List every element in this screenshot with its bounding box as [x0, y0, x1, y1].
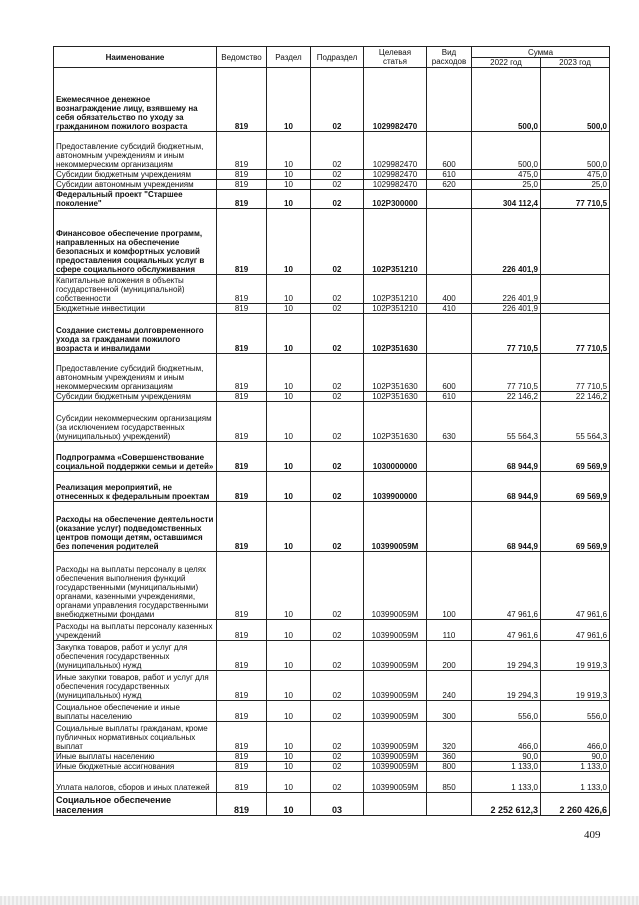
- table-row: [54, 68, 610, 132]
- cell-department: 819: [217, 671, 267, 701]
- cell-department: 819: [217, 442, 267, 472]
- cell-sum-2022: 90,0: [472, 752, 541, 762]
- cell-sum-2022: 47 961,6: [472, 552, 541, 620]
- cell-sum-2023: 69 569,9: [541, 472, 610, 502]
- cell-sum-2022: 1 133,0: [472, 762, 541, 772]
- table-row: [54, 304, 610, 314]
- table-row: [54, 722, 610, 752]
- cell-section: 10: [267, 472, 311, 502]
- cell-subsection: 02: [311, 752, 364, 762]
- cell-sum-2022: 19 294,3: [472, 671, 541, 701]
- table-row: [54, 392, 610, 402]
- cell-target-article: 102P300000: [364, 190, 427, 209]
- cell-subsection: 02: [311, 641, 364, 671]
- cell-name: Расходы на выплаты персоналу казенных учреждений: [54, 620, 217, 641]
- cell-department: 819: [217, 752, 267, 762]
- cell-expense-type: 850: [427, 772, 472, 793]
- cell-subsection: 02: [311, 132, 364, 170]
- cell-expense-type: [427, 502, 472, 552]
- table-row: [54, 314, 610, 354]
- cell-sum-2022: 68 944,9: [472, 472, 541, 502]
- cell-department: 819: [217, 552, 267, 620]
- cell-department: 819: [217, 502, 267, 552]
- cell-section: 10: [267, 442, 311, 472]
- cell-sum-2023: [541, 275, 610, 304]
- cell-subsection: 02: [311, 180, 364, 190]
- cell-expense-type: 600: [427, 354, 472, 392]
- cell-section: 10: [267, 354, 311, 392]
- cell-target-article: 103990059М: [364, 552, 427, 620]
- cell-expense-type: 320: [427, 722, 472, 752]
- cell-department: 819: [217, 620, 267, 641]
- cell-section: 10: [267, 671, 311, 701]
- cell-section: 10: [267, 762, 311, 772]
- cell-sum-2023: 500,0: [541, 68, 610, 132]
- table-row: [54, 442, 610, 472]
- cell-section: 10: [267, 132, 311, 170]
- cell-name: Предоставление субсидий бюджетным, автономным учреждениям и иным некоммерческим организациям: [54, 354, 217, 392]
- cell-target-article: 102P351630: [364, 314, 427, 354]
- cell-sum-2022: 68 944,9: [472, 442, 541, 472]
- cell-expense-type: [427, 190, 472, 209]
- cell-target-article: 103990059М: [364, 641, 427, 671]
- cell-subsection: 02: [311, 722, 364, 752]
- cell-target-article: 1029982470: [364, 170, 427, 180]
- cell-expense-type: [427, 68, 472, 132]
- cell-section: 10: [267, 180, 311, 190]
- cell-subsection: 02: [311, 402, 364, 442]
- cell-sum-2023: [541, 304, 610, 314]
- table-row: [54, 620, 610, 641]
- cell-name: Подпрограмма «Совершенствование социальной поддержки семьи и детей»: [54, 442, 217, 472]
- cell-sum-2023: [541, 209, 610, 275]
- cell-department: 819: [217, 314, 267, 354]
- cell-subsection: 02: [311, 620, 364, 641]
- cell-name: Иные бюджетные ассигнования: [54, 762, 217, 772]
- cell-department: 819: [217, 641, 267, 671]
- cell-target-article: 103990059М: [364, 772, 427, 793]
- cell-sum-2023: 77 710,5: [541, 190, 610, 209]
- cell-department: 819: [217, 472, 267, 502]
- cell-section: 10: [267, 641, 311, 671]
- table-row: [54, 132, 610, 170]
- cell-sum-2022: 77 710,5: [472, 314, 541, 354]
- cell-expense-type: [427, 472, 472, 502]
- cell-section: 10: [267, 793, 311, 816]
- cell-section: 10: [267, 402, 311, 442]
- cell-name: Уплата налогов, сборов и иных платежей: [54, 772, 217, 793]
- cell-sum-2023: 1 133,0: [541, 772, 610, 793]
- cell-department: 819: [217, 772, 267, 793]
- cell-sum-2023: 47 961,6: [541, 620, 610, 641]
- cell-sum-2023: 2 260 426,6: [541, 793, 610, 816]
- cell-target-article: 103990059М: [364, 752, 427, 762]
- cell-sum-2022: 1 133,0: [472, 772, 541, 793]
- cell-section: 10: [267, 620, 311, 641]
- cell-section: 10: [267, 701, 311, 722]
- table-row: [54, 752, 610, 762]
- cell-expense-type: [427, 442, 472, 472]
- cell-department: 819: [217, 209, 267, 275]
- cell-subsection: 02: [311, 442, 364, 472]
- table-row: [54, 170, 610, 180]
- cell-expense-type: 630: [427, 402, 472, 442]
- cell-section: 10: [267, 68, 311, 132]
- cell-subsection: 03: [311, 793, 364, 816]
- cell-sum-2023: 1 133,0: [541, 762, 610, 772]
- cell-department: 819: [217, 722, 267, 752]
- cell-sum-2022: 304 112,4: [472, 190, 541, 209]
- cell-subsection: 02: [311, 701, 364, 722]
- page-number: 409: [584, 829, 601, 841]
- cell-section: 10: [267, 772, 311, 793]
- cell-department: 819: [217, 762, 267, 772]
- table-row: [54, 502, 610, 552]
- cell-section: 10: [267, 209, 311, 275]
- cell-target-article: 103990059М: [364, 620, 427, 641]
- cell-department: 819: [217, 402, 267, 442]
- table-row: [54, 209, 610, 275]
- cell-section: 10: [267, 752, 311, 762]
- cell-department: 819: [217, 68, 267, 132]
- cell-sum-2023: 69 569,9: [541, 442, 610, 472]
- cell-sum-2022: 475,0: [472, 170, 541, 180]
- cell-name: Социальные выплаты гражданам, кроме публичных нормативных социальных выплат: [54, 722, 217, 752]
- cell-sum-2023: 19 919,3: [541, 641, 610, 671]
- cell-sum-2022: 25,0: [472, 180, 541, 190]
- cell-target-article: 102P351630: [364, 354, 427, 392]
- cell-expense-type: 400: [427, 275, 472, 304]
- cell-department: 819: [217, 793, 267, 816]
- cell-target-article: 103990059М: [364, 762, 427, 772]
- cell-expense-type: 410: [427, 304, 472, 314]
- cell-target-article: 103990059М: [364, 502, 427, 552]
- cell-expense-type: 800: [427, 762, 472, 772]
- cell-expense-type: 360: [427, 752, 472, 762]
- table-row: [54, 275, 610, 304]
- cell-expense-type: 610: [427, 170, 472, 180]
- cell-sum-2022: 47 961,6: [472, 620, 541, 641]
- cell-section: 10: [267, 392, 311, 402]
- cell-name: Социальное обеспечение и иные выплаты населению: [54, 701, 217, 722]
- cell-name: Бюджетные инвестиции: [54, 304, 217, 314]
- cell-sum-2022: 19 294,3: [472, 641, 541, 671]
- cell-sum-2022: 226 401,9: [472, 209, 541, 275]
- cell-expense-type: [427, 209, 472, 275]
- cell-expense-type: 620: [427, 180, 472, 190]
- cell-expense-type: 600: [427, 132, 472, 170]
- cell-target-article: 1029982470: [364, 132, 427, 170]
- cell-subsection: 02: [311, 304, 364, 314]
- cell-expense-type: 300: [427, 701, 472, 722]
- cell-subsection: 02: [311, 502, 364, 552]
- cell-sum-2022: 2 252 612,3: [472, 793, 541, 816]
- table-row: [54, 180, 610, 190]
- header-subsection: Подраздел: [311, 47, 364, 68]
- cell-sum-2023: 69 569,9: [541, 502, 610, 552]
- table-row: [54, 762, 610, 772]
- cell-target-article: 102P351210: [364, 275, 427, 304]
- cell-target-article: 1030000000: [364, 442, 427, 472]
- cell-expense-type: 240: [427, 671, 472, 701]
- cell-sum-2022: 556,0: [472, 701, 541, 722]
- cell-section: 10: [267, 502, 311, 552]
- table-row: [54, 402, 610, 442]
- table-body: [54, 68, 610, 816]
- cell-target-article: 102P351630: [364, 392, 427, 402]
- cell-sum-2023: 500,0: [541, 132, 610, 170]
- cell-target-article: 102P351210: [364, 209, 427, 275]
- table-row: [54, 701, 610, 722]
- cell-subsection: 02: [311, 552, 364, 620]
- cell-subsection: 02: [311, 472, 364, 502]
- budget-table: [53, 46, 610, 816]
- cell-name: Финансовое обеспечение программ, направленных на обеспечение безопасных и комфортных условий предоставления социальных услуг в сфере социального обслуживания: [54, 209, 217, 275]
- cell-name: Создание системы долговременного ухода за гражданами пожилого возраста и инвалидами: [54, 314, 217, 354]
- header-target-article: Целевая статья: [364, 47, 427, 68]
- cell-section: 10: [267, 304, 311, 314]
- cell-sum-2023: 22 146,2: [541, 392, 610, 402]
- cell-name: Субсидии автономным учреждениям: [54, 180, 217, 190]
- cell-department: 819: [217, 701, 267, 722]
- cell-sum-2022: 226 401,9: [472, 275, 541, 304]
- table-row: [54, 772, 610, 793]
- table-row: [54, 552, 610, 620]
- cell-name: Социальное обеспечение населения: [54, 793, 217, 816]
- cell-name: Закупка товаров, работ и услуг для обеспечения государственных (муниципальных) нужд: [54, 641, 217, 671]
- cell-name: Субсидии бюджетным учреждениям: [54, 392, 217, 402]
- cell-section: 10: [267, 190, 311, 209]
- header-year-2023: 2023 год: [541, 58, 610, 68]
- cell-sum-2022: 55 564,3: [472, 402, 541, 442]
- table-row: [54, 671, 610, 701]
- cell-expense-type: 100: [427, 552, 472, 620]
- header-name: Наименование: [54, 47, 217, 68]
- cell-sum-2023: 77 710,5: [541, 314, 610, 354]
- cell-sum-2023: 25,0: [541, 180, 610, 190]
- cell-sum-2023: 19 919,3: [541, 671, 610, 701]
- cell-sum-2023: 55 564,3: [541, 402, 610, 442]
- cell-name: Расходы на выплаты персоналу в целях обеспечения выполнения функций государственными (муниципальными) органами, казенными учреждениями, органами управления государственными внебюджетными фондами: [54, 552, 217, 620]
- cell-expense-type: 110: [427, 620, 472, 641]
- cell-subsection: 02: [311, 314, 364, 354]
- cell-sum-2023: 556,0: [541, 701, 610, 722]
- cell-department: 819: [217, 190, 267, 209]
- cell-sum-2022: 466,0: [472, 722, 541, 752]
- cell-name: Федеральный проект "Старшее поколение": [54, 190, 217, 209]
- cell-sum-2023: 47 961,6: [541, 552, 610, 620]
- cell-target-article: 1029982470: [364, 180, 427, 190]
- cell-subsection: 02: [311, 354, 364, 392]
- cell-department: 819: [217, 275, 267, 304]
- cell-subsection: 02: [311, 170, 364, 180]
- table-row: [54, 354, 610, 392]
- header-year-2022: 2022 год: [472, 58, 541, 68]
- cell-section: 10: [267, 722, 311, 752]
- cell-name: Капитальные вложения в объекты государственной (муниципальной) собственности: [54, 275, 217, 304]
- cell-target-article: 1029982470: [364, 68, 427, 132]
- scan-edge: [0, 896, 639, 905]
- table-row: [54, 793, 610, 816]
- cell-name: Иные закупки товаров, работ и услуг для обеспечения государственных (муниципальных) нужд: [54, 671, 217, 701]
- cell-name: Иные выплаты населению: [54, 752, 217, 762]
- cell-target-article: 1039900000: [364, 472, 427, 502]
- cell-sum-2022: 500,0: [472, 132, 541, 170]
- cell-subsection: 02: [311, 209, 364, 275]
- cell-target-article: 103990059М: [364, 701, 427, 722]
- cell-subsection: 02: [311, 275, 364, 304]
- cell-sum-2023: 475,0: [541, 170, 610, 180]
- cell-expense-type: 610: [427, 392, 472, 402]
- cell-name: Предоставление субсидий бюджетным, автономным учреждениям и иным некоммерческим организациям: [54, 132, 217, 170]
- header-expense-type: Вид расходов: [427, 47, 472, 68]
- cell-sum-2023: 466,0: [541, 722, 610, 752]
- cell-target-article: 103990059М: [364, 671, 427, 701]
- cell-sum-2022: 22 146,2: [472, 392, 541, 402]
- cell-subsection: 02: [311, 190, 364, 209]
- cell-target-article: 103990059М: [364, 722, 427, 752]
- cell-sum-2023: 77 710,5: [541, 354, 610, 392]
- cell-section: 10: [267, 275, 311, 304]
- header-section: Раздел: [267, 47, 311, 68]
- cell-section: 10: [267, 314, 311, 354]
- cell-sum-2023: 90,0: [541, 752, 610, 762]
- cell-subsection: 02: [311, 671, 364, 701]
- cell-name: Реализация мероприятий, не отнесенных к федеральным проектам: [54, 472, 217, 502]
- cell-target-article: [364, 793, 427, 816]
- cell-name: Ежемесячное денежное вознаграждение лицу, взявшему на себя обязательство по уходу за гражданином пожилого возраста: [54, 68, 217, 132]
- cell-expense-type: [427, 314, 472, 354]
- cell-target-article: 102P351630: [364, 402, 427, 442]
- table-row: [54, 641, 610, 671]
- cell-department: 819: [217, 170, 267, 180]
- cell-subsection: 02: [311, 772, 364, 793]
- cell-name: Субсидии некоммерческим организациям (за исключением государственных (муниципальных) учреждений): [54, 402, 217, 442]
- cell-department: 819: [217, 354, 267, 392]
- header-department: Ведомство: [217, 47, 267, 68]
- cell-department: 819: [217, 180, 267, 190]
- cell-section: 10: [267, 170, 311, 180]
- cell-department: 819: [217, 304, 267, 314]
- cell-sum-2022: 500,0: [472, 68, 541, 132]
- table-row: [54, 472, 610, 502]
- table-row: [54, 190, 610, 209]
- cell-sum-2022: 68 944,9: [472, 502, 541, 552]
- cell-section: 10: [267, 552, 311, 620]
- cell-subsection: 02: [311, 392, 364, 402]
- cell-name: Субсидии бюджетным учреждениям: [54, 170, 217, 180]
- cell-name: Расходы на обеспечение деятельности (оказание услуг) подведомственных центров помощи детям, оставшимся без попечения родителей: [54, 502, 217, 552]
- cell-subsection: 02: [311, 68, 364, 132]
- cell-subsection: 02: [311, 762, 364, 772]
- cell-department: 819: [217, 392, 267, 402]
- cell-target-article: 102P351210: [364, 304, 427, 314]
- cell-department: 819: [217, 132, 267, 170]
- cell-expense-type: [427, 793, 472, 816]
- cell-expense-type: 200: [427, 641, 472, 671]
- cell-sum-2022: 77 710,5: [472, 354, 541, 392]
- header-sum: Сумма: [472, 47, 610, 58]
- cell-sum-2022: 226 401,9: [472, 304, 541, 314]
